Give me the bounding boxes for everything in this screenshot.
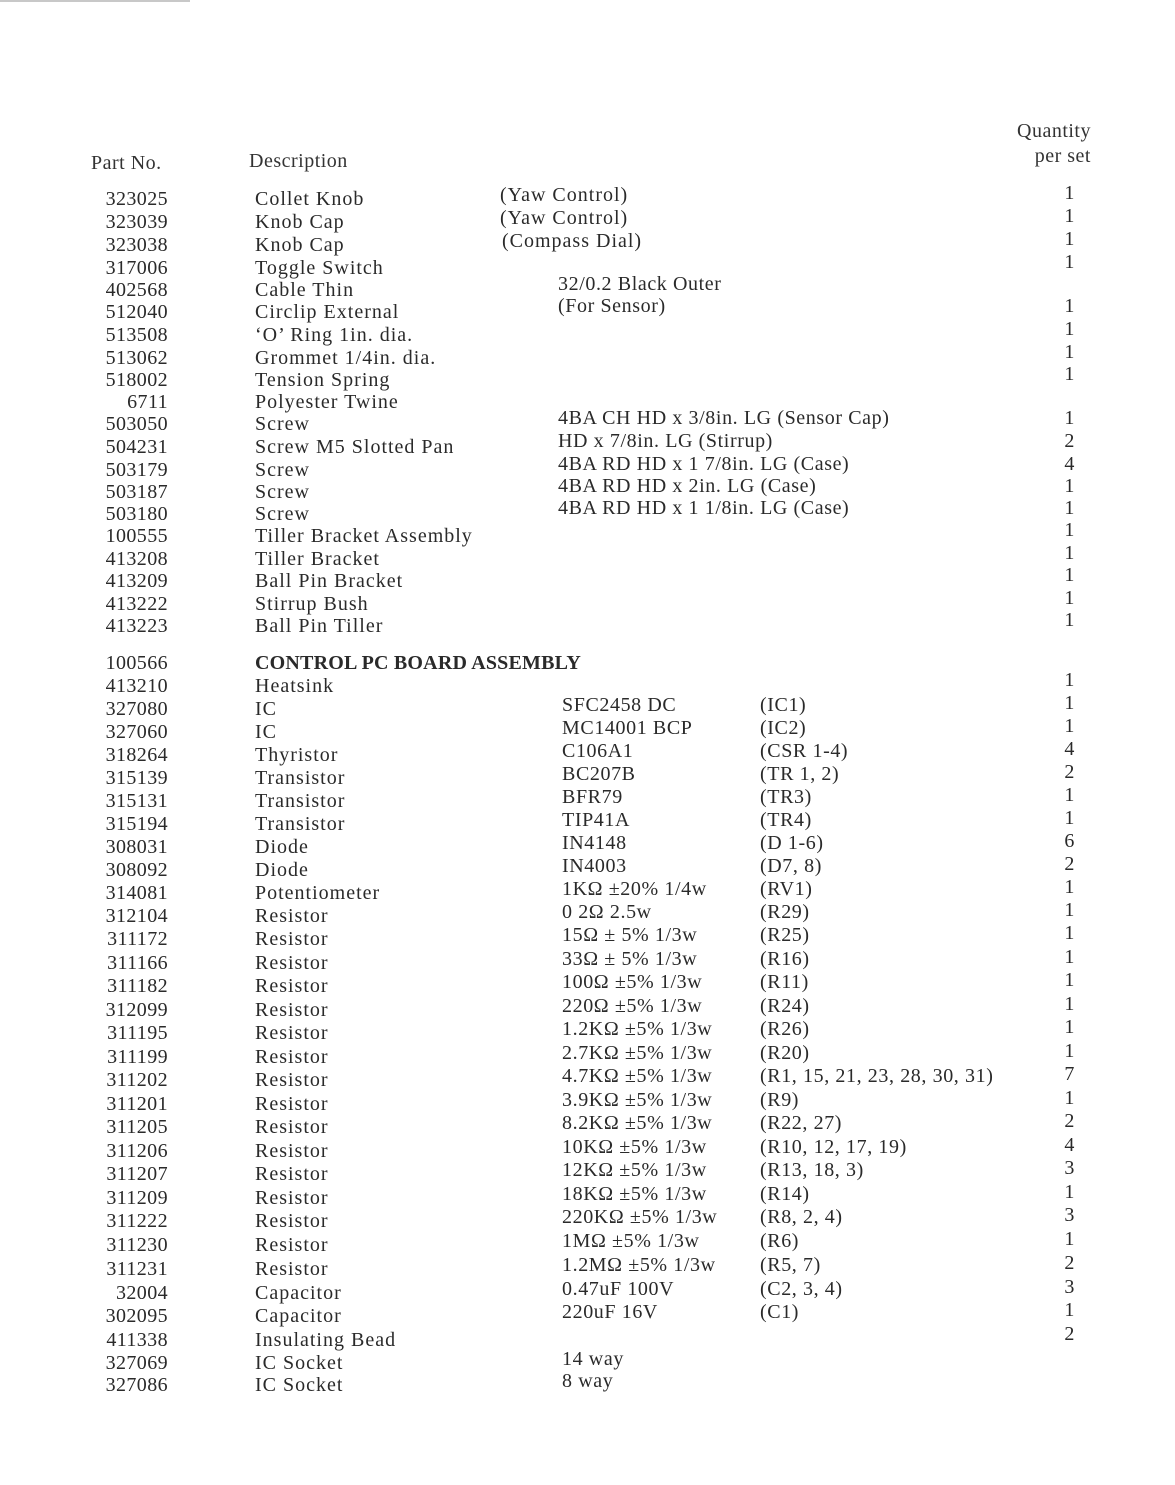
- circuit-reference: (C1): [760, 1301, 800, 1323]
- quantity-per-set: 7: [1064, 1063, 1075, 1085]
- part-description: Resistor: [255, 1187, 329, 1209]
- quantity-per-set: 2: [1064, 853, 1075, 875]
- quantity-per-set: 1: [1064, 205, 1075, 227]
- part-description: IC Socket: [255, 1352, 344, 1374]
- table-row: [0, 228, 1175, 256]
- part-specification: 4BA RD HD x 1 1/8in. LG (Case): [558, 497, 850, 519]
- part-number: 503050: [105, 413, 168, 435]
- part-number: 314081: [105, 882, 168, 904]
- quantity-per-set: 1: [1064, 609, 1075, 631]
- part-number: 504231: [105, 436, 168, 458]
- part-description: Diode: [255, 836, 309, 858]
- circuit-reference: (C2, 3, 4): [760, 1278, 843, 1300]
- quantity-per-set: 1: [1064, 542, 1075, 564]
- quantity-per-set: 1: [1064, 1087, 1075, 1109]
- quantity-per-set: 1: [1064, 946, 1075, 968]
- part-note: (Compass Dial): [502, 230, 643, 252]
- quantity-per-set: 4: [1064, 453, 1075, 475]
- part-description: Tiller Bracket Assembly: [255, 525, 473, 547]
- quantity-per-set: 1: [1064, 807, 1075, 829]
- quantity-per-set: 1: [1064, 341, 1075, 363]
- part-number: 402568: [105, 279, 168, 301]
- part-number: 323038: [105, 234, 168, 256]
- section-heading: CONTROL PC BOARD ASSEMBLY: [255, 652, 581, 674]
- part-number: 311222: [106, 1210, 168, 1232]
- part-number: 100566: [105, 652, 168, 674]
- quantity-per-set: 1: [1064, 1016, 1075, 1038]
- part-specification: 0.47uF 100V: [562, 1278, 675, 1300]
- part-number: 327060: [105, 721, 168, 743]
- table-row: [0, 1252, 1175, 1280]
- part-description: Cable Thin: [255, 279, 355, 301]
- part-number: 413208: [105, 548, 168, 570]
- part-description: Screw M5 Slotted Pan: [255, 436, 455, 458]
- part-number: 503180: [105, 503, 168, 525]
- part-number: 413222: [105, 593, 168, 615]
- quantity-per-set: 1: [1064, 519, 1075, 541]
- table-row: [0, 1204, 1175, 1232]
- part-specification: HD x 7/8in. LG (Stirrup): [558, 430, 773, 452]
- part-number: 315131: [105, 790, 168, 812]
- circuit-reference: (R9): [760, 1089, 800, 1111]
- circuit-reference: (R25): [760, 924, 810, 946]
- quantity-per-set: 6: [1064, 830, 1075, 852]
- part-specification: 100Ω ±5% 1/3w: [562, 971, 703, 993]
- part-description: Insulating Bead: [255, 1329, 397, 1351]
- part-specification: 220Ω ±5% 1/3w: [562, 995, 703, 1017]
- part-description: Circlip External: [255, 301, 400, 323]
- part-number: 512040: [105, 301, 168, 323]
- part-description: Resistor: [255, 1140, 329, 1162]
- quantity-per-set: 1: [1064, 669, 1075, 691]
- part-specification: 32/0.2 Black Outer: [558, 273, 722, 295]
- part-specification: C106A1: [562, 740, 634, 762]
- part-specification: 1KΩ ±20% 1/4w: [562, 878, 707, 900]
- table-row: [0, 1228, 1175, 1256]
- quantity-per-set: 1: [1064, 475, 1075, 497]
- quantity-per-set: 1: [1064, 228, 1075, 250]
- part-number: 311230: [106, 1234, 168, 1256]
- quantity-per-set: 1: [1064, 922, 1075, 944]
- quantity-per-set: 3: [1064, 1157, 1075, 1179]
- part-description: Transistor: [255, 790, 346, 812]
- quantity-per-set: 1: [1064, 587, 1075, 609]
- part-specification: 0 2Ω 2.5w: [562, 901, 652, 923]
- part-description: Potentiometer: [255, 882, 381, 904]
- part-number: 311182: [107, 975, 168, 997]
- circuit-reference: (R11): [760, 971, 809, 993]
- part-specification: 1MΩ ±5% 1/3w: [562, 1230, 700, 1252]
- quantity-per-set: 2: [1064, 1252, 1075, 1274]
- quantity-per-set: 1: [1064, 251, 1075, 273]
- circuit-reference: (CSR 1-4): [760, 740, 849, 762]
- circuit-reference: (R10, 12, 17, 19): [760, 1136, 907, 1158]
- part-description: Resistor: [255, 999, 329, 1021]
- circuit-reference: (R1, 15, 21, 23, 28, 30, 31): [760, 1065, 994, 1087]
- circuit-reference: (TR4): [760, 809, 812, 831]
- quantity-per-set: 1: [1064, 363, 1075, 385]
- part-specification: 8.2KΩ ±5% 1/3w: [562, 1112, 713, 1134]
- part-number: 513508: [105, 324, 168, 346]
- part-description: ‘O’ Ring 1in. dia.: [255, 324, 414, 346]
- circuit-reference: (RV1): [760, 878, 813, 900]
- part-specification: BFR79: [562, 786, 623, 808]
- table-row: [0, 1110, 1175, 1138]
- table-row: [0, 497, 1175, 525]
- part-description: IC Socket: [255, 1374, 344, 1396]
- part-number: 413209: [105, 570, 168, 592]
- part-specification: 1.2MΩ ±5% 1/3w: [562, 1254, 716, 1276]
- part-description: Resistor: [255, 1258, 329, 1280]
- part-specification: 2.7KΩ ±5% 1/3w: [562, 1042, 713, 1064]
- part-description: Screw: [255, 503, 310, 525]
- part-number: 100555: [105, 525, 168, 547]
- part-number: 317006: [105, 257, 168, 279]
- part-description: Tiller Bracket: [255, 548, 380, 570]
- part-description: Transistor: [255, 813, 346, 835]
- header-description: Description: [249, 150, 348, 172]
- part-description: Transistor: [255, 767, 346, 789]
- part-description: Ball Pin Bracket: [255, 570, 404, 592]
- part-number: 413210: [105, 675, 168, 697]
- part-description: Knob Cap: [255, 211, 345, 233]
- part-number: 32004: [116, 1282, 168, 1304]
- part-number: 308031: [105, 836, 168, 858]
- quantity-per-set: 1: [1064, 1040, 1075, 1062]
- part-description: Resistor: [255, 905, 329, 927]
- part-description: Grommet 1/4in. dia.: [255, 347, 437, 369]
- part-description: Stirrup Bush: [255, 593, 369, 615]
- part-specification: 4.7KΩ ±5% 1/3w: [562, 1065, 713, 1087]
- part-note: (Yaw Control): [500, 184, 629, 206]
- table-row: [0, 587, 1175, 615]
- part-number: 311202: [106, 1069, 168, 1091]
- part-specification: TIP41A: [562, 809, 631, 831]
- table-row: [0, 341, 1175, 369]
- part-description: Ball Pin Tiller: [255, 615, 384, 637]
- table-row: [0, 609, 1175, 637]
- part-description: Capacitor: [255, 1305, 342, 1327]
- part-number: 311199: [107, 1046, 168, 1068]
- part-number: 311172: [107, 928, 168, 950]
- part-specification: 33Ω ± 5% 1/3w: [562, 948, 698, 970]
- part-description: IC: [255, 721, 277, 743]
- part-number: 323039: [105, 211, 168, 233]
- part-number: 318264: [105, 744, 168, 766]
- circuit-reference: (R6): [760, 1230, 800, 1252]
- part-specification: 3.9KΩ ±5% 1/3w: [562, 1089, 713, 1111]
- part-specification: (For Sensor): [558, 295, 666, 317]
- part-description: Screw: [255, 459, 310, 481]
- part-description: Resistor: [255, 1234, 329, 1256]
- part-description: Tension Spring: [255, 369, 391, 391]
- part-specification: 8 way: [562, 1370, 614, 1392]
- part-description: Capacitor: [255, 1282, 342, 1304]
- part-number: 308092: [105, 859, 168, 881]
- circuit-reference: (R22, 27): [760, 1112, 843, 1134]
- quantity-per-set: 3: [1064, 1276, 1075, 1298]
- part-specification: 15Ω ± 5% 1/3w: [562, 924, 698, 946]
- part-description: Screw: [255, 413, 310, 435]
- table-row: [0, 363, 1175, 391]
- circuit-reference: (TR 1, 2): [760, 763, 840, 785]
- table-row: [0, 1063, 1175, 1091]
- table-row: [0, 1299, 1175, 1327]
- quantity-per-set: 1: [1064, 182, 1075, 204]
- quantity-per-set: 1: [1064, 1299, 1075, 1321]
- header-per-set: per set: [1034, 145, 1091, 167]
- part-number: 513062: [105, 347, 168, 369]
- quantity-per-set: 4: [1064, 738, 1075, 760]
- part-description: Resistor: [255, 1163, 329, 1185]
- part-number: 311231: [106, 1258, 168, 1280]
- part-description: Toggle Switch: [255, 257, 384, 279]
- part-description: Polyester Twine: [255, 391, 399, 413]
- part-number: 503179: [105, 459, 168, 481]
- quantity-per-set: 1: [1064, 969, 1075, 991]
- circuit-reference: (IC1): [760, 694, 807, 716]
- header-part-no: Part No.: [91, 152, 162, 174]
- part-specification: BC207B: [562, 763, 636, 785]
- quantity-per-set: 1: [1064, 295, 1075, 317]
- circuit-reference: (R20): [760, 1042, 810, 1064]
- part-specification: 220KΩ ±5% 1/3w: [562, 1206, 718, 1228]
- part-number: 518002: [105, 369, 168, 391]
- part-specification: 10KΩ ±5% 1/3w: [562, 1136, 707, 1158]
- part-specification: 220uF 16V: [562, 1301, 658, 1323]
- part-description: Screw: [255, 481, 310, 503]
- part-description: Resistor: [255, 975, 329, 997]
- circuit-reference: (R8, 2, 4): [760, 1206, 843, 1228]
- quantity-per-set: 1: [1064, 993, 1075, 1015]
- circuit-reference: (D 1-6): [760, 832, 824, 854]
- part-number: 327069: [105, 1352, 168, 1374]
- part-description: Knob Cap: [255, 234, 345, 256]
- part-specification: 12KΩ ±5% 1/3w: [562, 1159, 707, 1181]
- part-specification: MC14001 BCP: [562, 717, 693, 739]
- quantity-per-set: 2: [1064, 1323, 1075, 1345]
- quantity-per-set: 1: [1064, 497, 1075, 519]
- quantity-per-set: 1: [1064, 876, 1075, 898]
- table-row: [0, 969, 1175, 997]
- table-row: [0, 318, 1175, 346]
- part-specification: 4BA RD HD x 2in. LG (Case): [558, 475, 817, 497]
- quantity-per-set: 1: [1064, 692, 1075, 714]
- part-description: Resistor: [255, 1022, 329, 1044]
- part-specification: 4BA RD HD x 1 7/8in. LG (Case): [558, 453, 850, 475]
- quantity-per-set: 4: [1064, 1134, 1075, 1156]
- table-row: [0, 922, 1175, 950]
- part-number: 311207: [106, 1163, 168, 1185]
- part-number: 327080: [105, 698, 168, 720]
- part-number: 302095: [105, 1305, 168, 1327]
- table-row: [0, 1370, 1175, 1396]
- part-number: 311205: [106, 1116, 168, 1138]
- part-specification: 18KΩ ±5% 1/3w: [562, 1183, 707, 1205]
- part-number: 311206: [106, 1140, 168, 1162]
- part-number: 311209: [106, 1187, 168, 1209]
- part-specification: SFC2458 DC: [562, 694, 677, 716]
- circuit-reference: (R24): [760, 995, 810, 1017]
- quantity-per-set: 2: [1064, 761, 1075, 783]
- part-description: Resistor: [255, 1093, 329, 1115]
- part-specification: IN4148: [562, 832, 627, 854]
- quantity-per-set: 1: [1064, 318, 1075, 340]
- circuit-reference: (TR3): [760, 786, 812, 808]
- part-description: Thyristor: [255, 744, 339, 766]
- part-number: 327086: [105, 1374, 168, 1396]
- part-description: Heatsink: [255, 675, 335, 697]
- circuit-reference: (R26): [760, 1018, 810, 1040]
- part-number: 312099: [105, 999, 168, 1021]
- part-description: Resistor: [255, 928, 329, 950]
- part-number: 323025: [105, 188, 168, 210]
- quantity-per-set: 2: [1064, 430, 1075, 452]
- quantity-per-set: 2: [1064, 1110, 1075, 1132]
- part-description: Collet Knob: [255, 188, 365, 210]
- part-specification: 1.2KΩ ±5% 1/3w: [562, 1018, 713, 1040]
- circuit-reference: (R16): [760, 948, 810, 970]
- part-specification: 4BA CH HD x 3/8in. LG (Sensor Cap): [558, 407, 890, 429]
- table-row: [0, 295, 1175, 323]
- header-quantity: Quantity: [1017, 120, 1091, 142]
- part-description: Resistor: [255, 1069, 329, 1091]
- part-number: 311195: [107, 1022, 168, 1044]
- part-number: 311201: [106, 1093, 168, 1115]
- part-specification: 14 way: [562, 1348, 624, 1370]
- circuit-reference: (R14): [760, 1183, 810, 1205]
- quantity-per-set: 1: [1064, 899, 1075, 921]
- quantity-per-set: 1: [1064, 784, 1075, 806]
- table-row: [0, 564, 1175, 592]
- part-note: (Yaw Control): [500, 207, 629, 229]
- quantity-per-set: 1: [1064, 1181, 1075, 1203]
- part-description: Resistor: [255, 1046, 329, 1068]
- part-number: 315194: [105, 813, 168, 835]
- table-row: [0, 542, 1175, 570]
- quantity-per-set: 1: [1064, 1228, 1075, 1250]
- circuit-reference: (D7, 8): [760, 855, 822, 877]
- part-description: IC: [255, 698, 277, 720]
- part-number: 315139: [105, 767, 168, 789]
- part-number: 311166: [107, 952, 168, 974]
- part-description: Resistor: [255, 1116, 329, 1138]
- part-number: 413223: [105, 615, 168, 637]
- part-description: Resistor: [255, 952, 329, 974]
- part-number: 6711: [127, 391, 168, 413]
- quantity-per-set: 1: [1064, 564, 1075, 586]
- part-description: Diode: [255, 859, 309, 881]
- part-number: 312104: [105, 905, 168, 927]
- part-description: Resistor: [255, 1210, 329, 1232]
- circuit-reference: (R29): [760, 901, 810, 923]
- quantity-per-set: 1: [1064, 407, 1075, 429]
- quantity-per-set: 1: [1064, 715, 1075, 737]
- part-number: 503187: [105, 481, 168, 503]
- table-row: [0, 1016, 1175, 1044]
- table-row: [0, 519, 1175, 547]
- circuit-reference: (IC2): [760, 717, 807, 739]
- circuit-reference: (R5, 7): [760, 1254, 821, 1276]
- quantity-per-set: 3: [1064, 1204, 1075, 1226]
- part-specification: IN4003: [562, 855, 627, 877]
- part-number: 411338: [106, 1329, 168, 1351]
- table-row: [0, 652, 1175, 674]
- circuit-reference: (R13, 18, 3): [760, 1159, 864, 1181]
- table-row: [0, 1157, 1175, 1185]
